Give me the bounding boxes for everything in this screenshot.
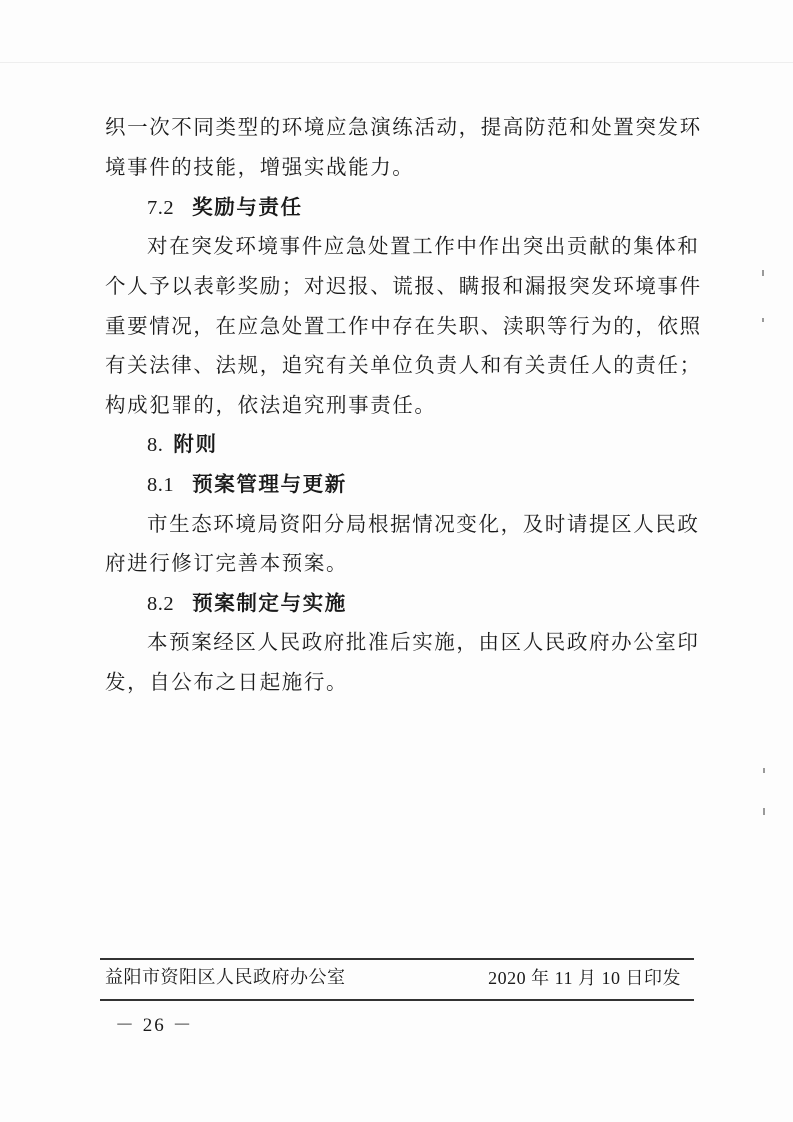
- footer-bottom-rule: [100, 999, 694, 1001]
- paragraph-line: 境事件的技能，增强实战能力。: [105, 155, 415, 179]
- scan-speck: [762, 270, 764, 276]
- footer-top-rule: [100, 958, 694, 960]
- section-title: 附则: [173, 432, 218, 456]
- section-number: 8.2: [147, 593, 175, 615]
- paragraph-line: 市生态环境局资阳分局根据情况变化，及时请提区人民政: [147, 512, 700, 536]
- paragraph-line: 本预案经区人民政府批准后实施，由区人民政府办公室印: [147, 630, 700, 654]
- paragraph-line: 对在突发环境事件应急处置工作中作出突出贡献的集体和: [147, 234, 700, 258]
- footer-issuer: 益阳市资阳区人民政府办公室: [105, 967, 346, 988]
- section-heading-8-2: [147, 589, 347, 618]
- paragraph-line: 重要情况，在应急处置工作中存在失职、渎职等行为的，依照: [105, 314, 702, 338]
- scan-speck: [763, 808, 765, 815]
- section-title: 预案管理与更新: [192, 472, 347, 496]
- footer-issue-date: 2020 年 11 月 10 日印发: [488, 968, 681, 988]
- section-title: 预案制定与实施: [192, 591, 347, 615]
- paragraph-line: 构成犯罪的，依法追究刑事责任。: [105, 393, 437, 417]
- paragraph-line: 发，自公布之日起施行。: [105, 670, 349, 694]
- scan-speck: [762, 318, 764, 322]
- paragraph-line: 府进行修订完善本预案。: [105, 551, 349, 575]
- section-number: 8.1: [147, 474, 175, 496]
- section-title: 奖励与责任: [192, 195, 303, 219]
- scan-speck: [763, 768, 765, 773]
- section-heading-7-2: [147, 193, 303, 222]
- section-number: 8.: [147, 434, 164, 456]
- section-number: 7.2: [147, 197, 175, 219]
- paragraph-line: 个人予以表彰奖励；对迟报、谎报、瞒报和漏报突发环境事件: [105, 274, 702, 298]
- scan-artifact-line: [0, 62, 793, 63]
- page-number: － 26 －: [115, 1015, 194, 1036]
- paragraph-line: 织一次不同类型的环境应急演练活动，提高防范和处置突发环: [105, 115, 702, 139]
- paragraph-line: 有关法律、法规，追究有关单位负责人和有关责任人的责任；: [105, 353, 702, 377]
- section-heading-8: [147, 430, 218, 459]
- section-heading-8-1: [147, 470, 347, 499]
